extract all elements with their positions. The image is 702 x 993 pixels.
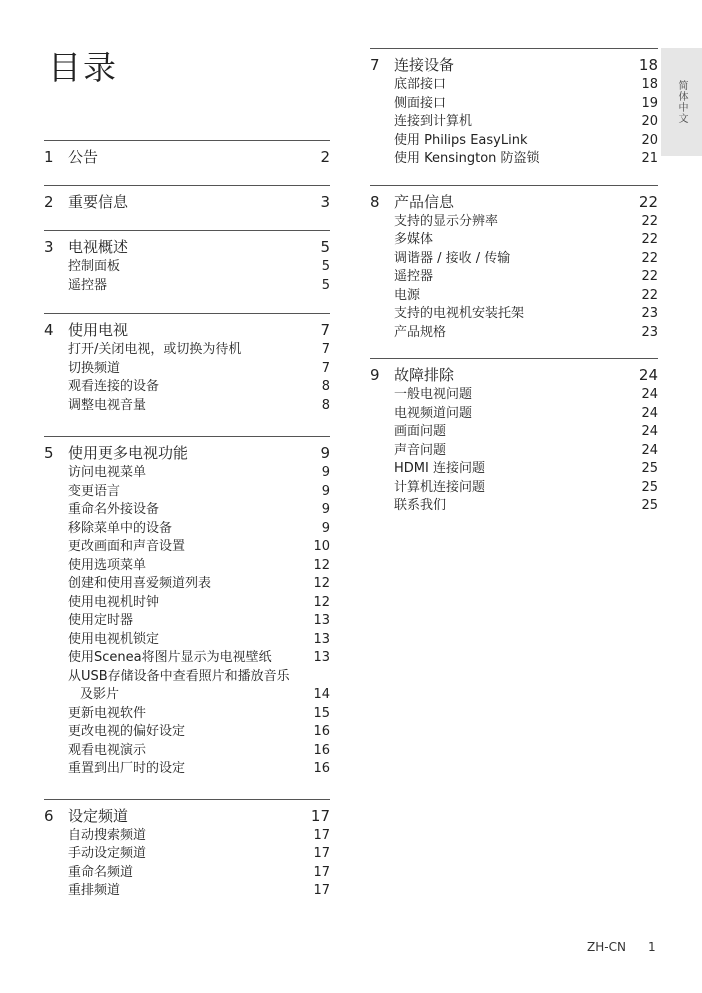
toc-entry[interactable] bbox=[44, 649, 330, 668]
toc-entry-label: 观看电视演示 bbox=[68, 742, 147, 758]
toc-entry-label: 观看连接的设备 bbox=[68, 379, 160, 394]
toc-entry-label: 声音问题 bbox=[394, 442, 447, 458]
section-number: 7 bbox=[370, 56, 380, 74]
section-page: 5 bbox=[320, 238, 330, 256]
toc-entry[interactable] bbox=[44, 723, 330, 742]
section-page: 17 bbox=[310, 806, 330, 825]
toc-entry-page: 8 bbox=[321, 397, 330, 413]
toc-entry[interactable] bbox=[370, 497, 658, 516]
toc-entry-page: 20 bbox=[641, 132, 658, 148]
toc-entry[interactable] bbox=[44, 483, 330, 502]
footer-language: ZH-CN bbox=[587, 940, 626, 954]
toc-entry-label: 创建和使用喜爱频道列表 bbox=[68, 576, 212, 591]
toc-entry-label: 重命名频道 bbox=[68, 864, 134, 880]
toc-entry[interactable] bbox=[370, 150, 658, 169]
toc-entry-label: 重排频道 bbox=[68, 883, 121, 898]
toc-entry-page: 13 bbox=[313, 631, 330, 647]
toc-entry-page: 21 bbox=[641, 151, 658, 166]
toc-entry[interactable] bbox=[44, 705, 330, 724]
toc-entry[interactable] bbox=[370, 213, 658, 232]
toc-entry-page: 20 bbox=[641, 114, 658, 129]
footer-page-number: 1 bbox=[648, 940, 656, 954]
section-number: 3 bbox=[44, 238, 54, 256]
toc-entry[interactable] bbox=[44, 845, 330, 864]
section-heading[interactable] bbox=[44, 442, 330, 464]
toc-entry-page: 18 bbox=[641, 77, 658, 92]
toc-entry[interactable] bbox=[370, 386, 658, 405]
section-title: 电视概述 bbox=[68, 238, 129, 256]
toc-entry-page: 10 bbox=[313, 539, 330, 554]
section-title: 产品信息 bbox=[394, 192, 455, 211]
section-title: 连接设备 bbox=[394, 56, 455, 74]
toc-entry-label: 重置到出厂时的设定 bbox=[68, 761, 186, 776]
toc-section bbox=[370, 48, 658, 169]
toc-entry-page: 15 bbox=[313, 705, 330, 721]
section-page: 18 bbox=[638, 56, 658, 74]
toc-entry-page: 14 bbox=[313, 687, 330, 702]
toc-entry[interactable] bbox=[44, 686, 330, 705]
section-heading[interactable] bbox=[44, 319, 330, 341]
toc-entry-label: 多媒体 bbox=[394, 232, 434, 247]
toc-entry[interactable] bbox=[370, 268, 658, 287]
section-heading[interactable] bbox=[44, 236, 330, 258]
toc-section bbox=[44, 436, 330, 779]
toc-entry-label: 打开/关闭电视，或切换为待机 bbox=[68, 342, 242, 357]
section-number: 8 bbox=[370, 192, 380, 211]
toc-section bbox=[370, 358, 658, 516]
toc-entry-page: 8 bbox=[321, 379, 330, 394]
toc-entry[interactable] bbox=[44, 668, 330, 687]
toc-section bbox=[44, 185, 330, 213]
section-heading[interactable] bbox=[44, 191, 330, 213]
toc-entry[interactable] bbox=[44, 501, 330, 520]
toc-entry-page: 22 bbox=[641, 269, 658, 284]
toc-entry-label: 电视频道问题 bbox=[394, 405, 473, 421]
toc-entry[interactable] bbox=[44, 277, 330, 296]
toc-entry-page: 9 bbox=[321, 520, 330, 536]
toc-entry[interactable] bbox=[44, 557, 330, 576]
toc-section bbox=[44, 313, 330, 415]
toc-entry-page: 23 bbox=[641, 324, 658, 340]
toc-entry-label: 一般电视问题 bbox=[394, 387, 473, 402]
toc-entry[interactable] bbox=[44, 464, 330, 483]
section-number: 6 bbox=[44, 806, 54, 825]
section-page: 24 bbox=[638, 366, 658, 384]
toc-entry-page: 16 bbox=[313, 761, 330, 776]
page-title: 目录 bbox=[48, 48, 118, 87]
toc-entry[interactable] bbox=[44, 742, 330, 761]
toc-entry-page: 5 bbox=[321, 259, 330, 274]
toc-entry-label: 调谐器 / 接收 / 传输 bbox=[394, 250, 511, 266]
toc-entry-page: 13 bbox=[313, 613, 330, 628]
toc-entry-page: 9 bbox=[321, 483, 330, 499]
toc-entry-label: 遥控器 bbox=[68, 277, 108, 293]
toc-entry-page: 22 bbox=[641, 213, 658, 229]
toc-entry[interactable] bbox=[370, 324, 658, 343]
toc-entry-label: 变更语言 bbox=[68, 483, 121, 499]
toc-entry[interactable] bbox=[370, 132, 658, 151]
toc-entry-page: 7 bbox=[321, 360, 330, 376]
toc-entry-page: 17 bbox=[313, 846, 330, 861]
section-title: 故障排除 bbox=[394, 366, 455, 384]
toc-section bbox=[44, 140, 330, 168]
section-title: 使用更多电视功能 bbox=[68, 444, 189, 462]
section-title: 重要信息 bbox=[68, 193, 129, 211]
toc-entry-page: 22 bbox=[641, 287, 658, 303]
section-number: 1 bbox=[44, 148, 54, 166]
toc-entry-page: 17 bbox=[313, 883, 330, 898]
toc-entry-page: 16 bbox=[313, 724, 330, 739]
toc-entry-label: 手动设定频道 bbox=[68, 846, 147, 861]
toc-entry-page: 12 bbox=[313, 557, 330, 573]
toc-entry-label: 更新电视软件 bbox=[68, 705, 147, 721]
section-heading[interactable] bbox=[44, 146, 330, 168]
toc-entry-page: 12 bbox=[313, 594, 330, 610]
toc-entry-label: 重命名外接设备 bbox=[68, 502, 160, 517]
toc-entry-label: 侧面接口 bbox=[394, 95, 447, 111]
toc-entry-page: 23 bbox=[641, 306, 658, 321]
toc-entry[interactable] bbox=[44, 594, 330, 613]
toc-entry-label: 自动搜索频道 bbox=[68, 827, 147, 843]
toc-entry-page: 7 bbox=[321, 342, 330, 357]
toc-entry[interactable] bbox=[44, 827, 330, 846]
toc-entry[interactable] bbox=[370, 95, 658, 114]
toc-section bbox=[44, 230, 330, 295]
toc-entry[interactable] bbox=[370, 460, 658, 479]
toc-entry-label: 使用选项菜单 bbox=[68, 557, 147, 573]
toc-right-column bbox=[370, 48, 658, 516]
toc-entry-label: 使用电视机锁定 bbox=[68, 631, 160, 647]
toc-entry[interactable] bbox=[44, 538, 330, 557]
toc-entry[interactable] bbox=[370, 423, 658, 442]
toc-entry-page: 5 bbox=[321, 277, 330, 293]
section-heading[interactable] bbox=[370, 191, 658, 213]
section-number: 4 bbox=[44, 321, 54, 339]
toc-section bbox=[44, 799, 330, 901]
toc-entry[interactable] bbox=[370, 442, 658, 461]
toc-entry-page: 16 bbox=[313, 742, 330, 758]
toc-entry-label: 使用 Kensington 防盗锁 bbox=[394, 151, 540, 166]
section-page: 2 bbox=[320, 148, 330, 166]
toc-entry-page: 24 bbox=[641, 424, 658, 439]
toc-entry-label: 画面问题 bbox=[394, 424, 447, 439]
toc-entry[interactable] bbox=[370, 287, 658, 306]
toc-entry[interactable] bbox=[44, 341, 330, 360]
toc-entry-page: 13 bbox=[313, 650, 330, 665]
toc-entry-page: 25 bbox=[641, 461, 658, 476]
toc-entry-page: 17 bbox=[313, 864, 330, 880]
toc-entry-page: 9 bbox=[321, 502, 330, 517]
toc-entry-page: 17 bbox=[313, 827, 330, 843]
toc-entry-label: 使用定时器 bbox=[68, 613, 134, 628]
toc-entry[interactable] bbox=[44, 378, 330, 397]
toc-entry[interactable] bbox=[44, 397, 330, 416]
toc-entry-label: 遥控器 bbox=[394, 269, 434, 284]
toc-entry-label: 调整电视音量 bbox=[68, 397, 147, 413]
toc-entry[interactable] bbox=[44, 612, 330, 631]
toc-entry[interactable] bbox=[44, 760, 330, 779]
toc-entry[interactable] bbox=[370, 405, 658, 424]
section-page: 9 bbox=[320, 444, 330, 462]
section-page: 3 bbox=[320, 193, 330, 211]
toc-entry[interactable] bbox=[370, 76, 658, 95]
toc-entry-label: 联系我们 bbox=[394, 498, 447, 513]
toc-entry-label: 从USB存储设备中查看照片和播放音乐 bbox=[68, 668, 290, 684]
toc-entry-label: HDMI 连接问题 bbox=[394, 461, 485, 476]
toc-entry-label: 访问电视菜单 bbox=[68, 465, 147, 480]
toc-entry-label: 支持的电视机安装托架 bbox=[394, 306, 525, 321]
toc-entry[interactable] bbox=[370, 479, 658, 498]
toc-entry[interactable] bbox=[370, 250, 658, 269]
toc-entry-label: 连接到计算机 bbox=[394, 114, 473, 129]
toc-entry-page: 12 bbox=[313, 576, 330, 591]
toc-entry-label: 底部接口 bbox=[394, 77, 447, 92]
toc-entry-label: 使用电视机时钟 bbox=[68, 594, 160, 610]
toc-entry-label: 支持的显示分辨率 bbox=[394, 213, 499, 229]
toc-entry[interactable] bbox=[44, 882, 330, 901]
section-page: 22 bbox=[638, 192, 658, 211]
toc-entry-page: 24 bbox=[641, 405, 658, 421]
toc-entry-label: 控制面板 bbox=[68, 259, 121, 274]
toc-entry[interactable] bbox=[44, 575, 330, 594]
language-tab-label: 简体中文 bbox=[676, 80, 687, 124]
toc-entry-page: 24 bbox=[641, 442, 658, 458]
toc-entry[interactable] bbox=[370, 231, 658, 250]
section-title: 设定频道 bbox=[68, 806, 129, 825]
toc-entry-page: 22 bbox=[641, 250, 658, 266]
toc-entry[interactable] bbox=[44, 258, 330, 277]
section-page: 7 bbox=[320, 321, 330, 339]
toc-entry-page: 25 bbox=[641, 479, 658, 495]
toc-entry[interactable] bbox=[370, 113, 658, 132]
toc-entry-page: 9 bbox=[321, 465, 330, 480]
toc-entry-label: 切换频道 bbox=[68, 360, 121, 376]
section-heading[interactable] bbox=[44, 805, 330, 827]
section-number: 5 bbox=[44, 444, 54, 462]
toc-entry-page: 22 bbox=[641, 232, 658, 247]
toc-section bbox=[370, 185, 658, 343]
language-side-tab bbox=[661, 48, 702, 156]
section-title: 公告 bbox=[68, 148, 99, 166]
toc-entry-label: 使用 Philips EasyLink bbox=[394, 132, 528, 148]
toc-entry[interactable] bbox=[44, 864, 330, 883]
toc-entry-label: 电源 bbox=[394, 287, 421, 303]
toc-entry-page: 19 bbox=[641, 95, 658, 111]
toc-entry[interactable] bbox=[44, 360, 330, 379]
toc-entry-label: 及影片 bbox=[80, 687, 120, 702]
toc-entry[interactable] bbox=[370, 305, 658, 324]
toc-entry-label: 使用Scenea将图片显示为电视壁纸 bbox=[68, 650, 272, 665]
toc-entry[interactable] bbox=[44, 631, 330, 650]
toc-left-column bbox=[44, 140, 330, 901]
section-heading[interactable] bbox=[370, 364, 658, 386]
toc-entry-label: 计算机连接问题 bbox=[394, 479, 486, 495]
toc-entry-label: 更改电视的偏好设定 bbox=[68, 724, 186, 739]
section-heading[interactable] bbox=[370, 54, 658, 76]
toc-entry-page: 25 bbox=[641, 498, 658, 513]
section-number: 9 bbox=[370, 366, 380, 384]
section-title: 使用电视 bbox=[68, 321, 129, 339]
toc-entry-label: 产品规格 bbox=[394, 324, 447, 340]
toc-entry-page: 24 bbox=[641, 387, 658, 402]
toc-entry-label: 更改画面和声音设置 bbox=[68, 539, 186, 554]
toc-entry[interactable] bbox=[44, 520, 330, 539]
toc-entry-label: 移除菜单中的设备 bbox=[68, 520, 173, 536]
section-number: 2 bbox=[44, 193, 54, 211]
